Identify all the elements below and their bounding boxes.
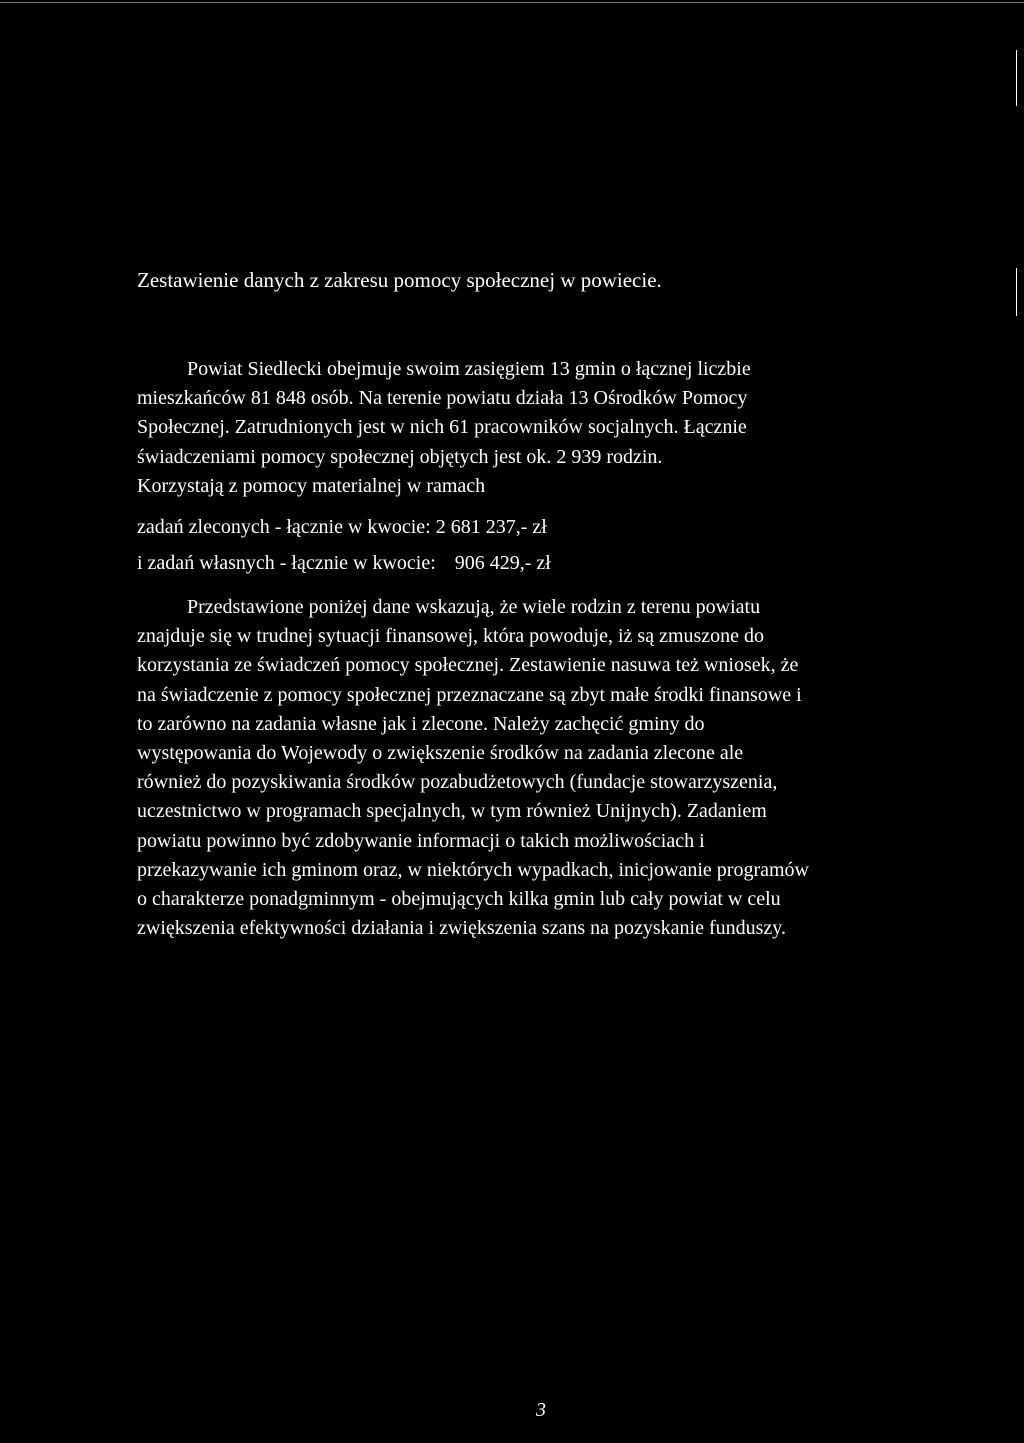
text-line: Powiat Siedlecki obejmuje swoim zasięgiem 13 gmin o łącznej liczbie (187, 358, 751, 380)
text-line: mieszkańców 81 848 osób. Na terenie powiatu działa 13 Ośrodków Pomocy (137, 387, 748, 410)
text-line: to zarówno na zadania własne jak i zlecone. Należy zachęcić gminy do (137, 712, 705, 735)
right-edge-mark (1016, 50, 1017, 106)
text-line: Przedstawione poniżej dane wskazują, że wiele rodzin z terenu powiatu (187, 596, 761, 618)
document-title: Zestawienie danych z zakresu pomocy społecznej w powiecie. (137, 268, 662, 292)
text-line: zwiększenia efektywności działania i zwiększenia szans na pozyskanie funduszy. (137, 917, 787, 940)
amount-value: 906 429,- zł (454, 552, 551, 574)
text-line: znajduje się w trudnej sytuacji finansowej, która powoduje, iż są zmuszone do (137, 625, 765, 648)
text-line: Społecznej. Zatrudnionych jest w nich 61 pracowników socjalnych. Łącznie (137, 416, 747, 439)
top-scan-rule (0, 2, 1024, 3)
text-line: występowania do Wojewody o zwiększenie środków na zadania zlecone ale (137, 742, 744, 765)
text-line: o charakterze ponadgminnym - obejmujących kilka gmin lub cały powiat w celu (137, 888, 781, 911)
paragraph-conclusions (137, 593, 937, 943)
right-edge-mark (1016, 268, 1017, 316)
text-line: powiatu powinno być zdobywanie informacji o takich możliwościach i (137, 829, 705, 852)
page-number: 3 (536, 1399, 546, 1421)
text-line: korzystania ze świadczeń pomocy społecznej. Zestawienie nasuwa też wniosek, że (137, 654, 799, 677)
text-line: uczestnictwo w programach specjalnych, w tym również Unijnych). Zadaniem (137, 800, 767, 823)
paragraph-intro (137, 355, 937, 501)
text-line: na świadczenie z pomocy społecznej przeznaczane są zbyt małe środki finansowe i (137, 683, 802, 706)
amount-label: zadań zleconych - łącznie w kwocie: (137, 516, 431, 538)
amount-value: 2 681 237,- zł (435, 516, 547, 538)
text-line: Korzystają z pomocy materialnej w ramach (137, 474, 486, 497)
text-line: przekazywanie ich gminom oraz, w niektórych wypadkach, inicjowanie programów (137, 858, 809, 881)
commissioned-tasks-amount (137, 513, 547, 542)
amount-label: i zadań własnych - łącznie w kwocie: (137, 552, 436, 574)
text-line: świadczeniami pomocy społecznej objętych jest ok. 2 939 rodzin. (137, 445, 663, 468)
own-tasks-amount (137, 549, 551, 578)
text-line: również do pozyskiwania środków pozabudżetowych (fundacje stowarzyszenia, (137, 771, 778, 794)
